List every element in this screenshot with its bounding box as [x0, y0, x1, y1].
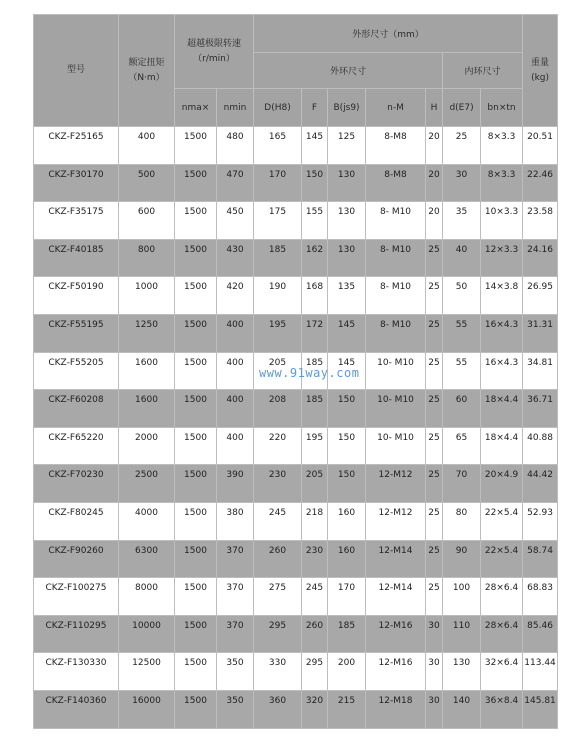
cell-nm: 8-M8: [366, 164, 426, 202]
cell-nm: 8- M10: [366, 314, 426, 352]
cell-h: 25: [426, 427, 443, 465]
cell-d: 175: [254, 202, 302, 240]
cell-torque: 1600: [119, 390, 175, 428]
cell-bt: 28×6.4: [481, 615, 523, 653]
cell-model: CKZ-F140360: [34, 690, 119, 728]
cell-d: 90: [443, 540, 481, 578]
cell-torque: 2500: [119, 465, 175, 503]
watermark: www.91way.com: [259, 366, 360, 380]
cell-d: 110: [443, 615, 481, 653]
cell-f: 172: [302, 314, 328, 352]
cell-nm: 8- M10: [366, 239, 426, 277]
cell-h: 20: [426, 164, 443, 202]
cell-weight: 24.16: [523, 239, 558, 277]
cell-torque: 800: [119, 239, 175, 277]
table-row: [34, 465, 558, 503]
cell-nm: 12-M18: [366, 690, 426, 728]
cell-bt: 12×3.3: [481, 239, 523, 277]
cell-weight: 20.51: [523, 127, 558, 165]
cell-f: 245: [302, 578, 328, 616]
header-outer-ring: 外环尺寸: [254, 53, 443, 89]
cell-h: 25: [426, 465, 443, 503]
cell-weight: 145.81: [523, 690, 558, 728]
header-model: 型号: [34, 15, 119, 127]
cell-b: 200: [328, 653, 366, 691]
cell-h: 25: [426, 390, 443, 428]
table-header: [34, 15, 558, 127]
cell-model: CKZ-F60208: [34, 390, 119, 428]
table-row: [34, 164, 558, 202]
table-row: [34, 502, 558, 540]
cell-model: CKZ-F40185: [34, 239, 119, 277]
cell-model: CKZ-F130330: [34, 653, 119, 691]
cell-model: CKZ-F90260: [34, 540, 119, 578]
cell-f: 162: [302, 239, 328, 277]
cell-model: CKZ-F65220: [34, 427, 119, 465]
cell-bt: 36×8.4: [481, 690, 523, 728]
cell-nmin: 350: [217, 653, 254, 691]
cell-weight: 31.31: [523, 314, 558, 352]
cell-d: 55: [443, 352, 481, 390]
table-row: [34, 615, 558, 653]
header-speed: 超越极限转速 （r/min）: [175, 15, 254, 89]
cell-nmin: 470: [217, 164, 254, 202]
cell-nmin: 380: [217, 502, 254, 540]
cell-model: CKZ-F25165: [34, 127, 119, 165]
cell-nmax: 1500: [175, 127, 217, 165]
cell-b: 185: [328, 615, 366, 653]
cell-d: 35: [443, 202, 481, 240]
cell-torque: 1600: [119, 352, 175, 390]
cell-h: 30: [426, 653, 443, 691]
cell-b: 145: [328, 314, 366, 352]
cell-model: CKZ-F80245: [34, 502, 119, 540]
header-F: F: [302, 89, 328, 127]
cell-nm: 12-M14: [366, 540, 426, 578]
header-inner-ring: 内环尺寸: [443, 53, 523, 89]
cell-d: 70: [443, 465, 481, 503]
table-row: [34, 202, 558, 240]
cell-torque: 1000: [119, 277, 175, 315]
header-B: B(js9): [328, 89, 366, 127]
cell-torque: 600: [119, 202, 175, 240]
cell-b: 130: [328, 164, 366, 202]
cell-nmin: 370: [217, 615, 254, 653]
table-body: [34, 127, 558, 729]
cell-weight: 85.46: [523, 615, 558, 653]
cell-h: 25: [426, 239, 443, 277]
cell-torque: 6300: [119, 540, 175, 578]
header-weight: 重量 (kg): [523, 15, 558, 127]
cell-d: 275: [254, 578, 302, 616]
cell-b: 160: [328, 540, 366, 578]
cell-f: 295: [302, 653, 328, 691]
cell-nm: 12-M12: [366, 465, 426, 503]
cell-h: 30: [426, 615, 443, 653]
cell-f: 230: [302, 540, 328, 578]
cell-bt: 8×3.3: [481, 127, 523, 165]
cell-torque: 10000: [119, 615, 175, 653]
cell-model: CKZ-F30170: [34, 164, 119, 202]
cell-b: 125: [328, 127, 366, 165]
cell-torque: 1250: [119, 314, 175, 352]
cell-nmin: 400: [217, 427, 254, 465]
cell-bt: 22×5.4: [481, 540, 523, 578]
cell-nmin: 350: [217, 690, 254, 728]
cell-bt: 18×4.4: [481, 390, 523, 428]
cell-nmin: 400: [217, 390, 254, 428]
header-D: D(H8): [254, 89, 302, 127]
cell-h: 20: [426, 127, 443, 165]
cell-nmin: 450: [217, 202, 254, 240]
cell-bt: 18×4.4: [481, 427, 523, 465]
cell-d: 170: [254, 164, 302, 202]
cell-nm: 12-M16: [366, 615, 426, 653]
cell-f: 155: [302, 202, 328, 240]
cell-torque: 2000: [119, 427, 175, 465]
cell-nmin: 370: [217, 540, 254, 578]
cell-b: 215: [328, 690, 366, 728]
cell-h: 30: [426, 690, 443, 728]
cell-d: 25: [443, 127, 481, 165]
cell-bt: 28×6.4: [481, 578, 523, 616]
cell-b: 160: [328, 502, 366, 540]
cell-nm: 12-M16: [366, 653, 426, 691]
cell-bt: 20×4.9: [481, 465, 523, 503]
cell-f: 168: [302, 277, 328, 315]
cell-d: 40: [443, 239, 481, 277]
header-dimensions: 外形尺寸（mm）: [254, 15, 523, 53]
cell-nmax: 1500: [175, 540, 217, 578]
cell-d: 30: [443, 164, 481, 202]
cell-d: 190: [254, 277, 302, 315]
cell-torque: 8000: [119, 578, 175, 616]
cell-weight: 22.46: [523, 164, 558, 202]
cell-nm: 8-M8: [366, 127, 426, 165]
cell-nmax: 1500: [175, 314, 217, 352]
cell-bt: 32×6.4: [481, 653, 523, 691]
cell-model: CKZ-F35175: [34, 202, 119, 240]
cell-weight: 44.42: [523, 465, 558, 503]
cell-nm: 10- M10: [366, 352, 426, 390]
cell-d: 130: [443, 653, 481, 691]
header-torque: 额定扭矩 （N·m）: [119, 15, 175, 127]
cell-d: 55: [443, 314, 481, 352]
cell-weight: 23.58: [523, 202, 558, 240]
header-nmax: nma×: [175, 89, 217, 127]
cell-nmax: 1500: [175, 390, 217, 428]
header-d: d(E7): [443, 89, 481, 127]
cell-h: 25: [426, 502, 443, 540]
cell-h: 25: [426, 578, 443, 616]
cell-f: 195: [302, 427, 328, 465]
cell-model: CKZ-F55205: [34, 352, 119, 390]
cell-nmin: 400: [217, 352, 254, 390]
cell-d: 185: [254, 239, 302, 277]
table-row: [34, 314, 558, 352]
cell-d: 80: [443, 502, 481, 540]
cell-bt: 16×4.3: [481, 314, 523, 352]
cell-bt: 22×5.4: [481, 502, 523, 540]
cell-b: 150: [328, 427, 366, 465]
cell-nm: 10- M10: [366, 427, 426, 465]
cell-d: 65: [443, 427, 481, 465]
cell-nmin: 420: [217, 277, 254, 315]
cell-d: 205: [254, 352, 302, 390]
table-row: [34, 239, 558, 277]
cell-d: 208: [254, 390, 302, 428]
cell-d: 295: [254, 615, 302, 653]
cell-model: CKZ-F110295: [34, 615, 119, 653]
cell-h: 20: [426, 202, 443, 240]
table-row: [34, 653, 558, 691]
cell-d: 260: [254, 540, 302, 578]
table-row: [34, 390, 558, 428]
cell-bt: 14×3.8: [481, 277, 523, 315]
cell-nmin: 390: [217, 465, 254, 503]
cell-d: 330: [254, 653, 302, 691]
cell-nmin: 370: [217, 578, 254, 616]
cell-weight: 113.44: [523, 653, 558, 691]
cell-weight: 52.93: [523, 502, 558, 540]
header-H: H: [426, 89, 443, 127]
cell-b: 170: [328, 578, 366, 616]
cell-b: 150: [328, 465, 366, 503]
cell-torque: 400: [119, 127, 175, 165]
cell-d: 245: [254, 502, 302, 540]
table-row: [34, 540, 558, 578]
cell-d: 230: [254, 465, 302, 503]
cell-d: 195: [254, 314, 302, 352]
table-row: [34, 427, 558, 465]
cell-b: 150: [328, 390, 366, 428]
cell-nmax: 1500: [175, 352, 217, 390]
header-bt: bn×tn: [481, 89, 523, 127]
table-row: [34, 690, 558, 728]
cell-nmax: 1500: [175, 502, 217, 540]
cell-nmax: 1500: [175, 578, 217, 616]
cell-weight: 68.83: [523, 578, 558, 616]
cell-f: 320: [302, 690, 328, 728]
cell-nmax: 1500: [175, 615, 217, 653]
cell-h: 25: [426, 352, 443, 390]
cell-weight: 34.81: [523, 352, 558, 390]
table-row: [34, 277, 558, 315]
cell-f: 185: [302, 390, 328, 428]
cell-d: 360: [254, 690, 302, 728]
cell-nmax: 1500: [175, 277, 217, 315]
cell-weight: 26.95: [523, 277, 558, 315]
cell-nmax: 1500: [175, 653, 217, 691]
cell-b: 130: [328, 202, 366, 240]
cell-torque: 12500: [119, 653, 175, 691]
cell-f: 218: [302, 502, 328, 540]
cell-b: 135: [328, 277, 366, 315]
cell-model: CKZ-F100275: [34, 578, 119, 616]
cell-nmax: 1500: [175, 239, 217, 277]
cell-bt: 8×3.3: [481, 164, 523, 202]
cell-d: 100: [443, 578, 481, 616]
cell-nm: 8- M10: [366, 202, 426, 240]
cell-h: 25: [426, 277, 443, 315]
cell-nmax: 1500: [175, 202, 217, 240]
cell-b: 145: [328, 352, 366, 390]
cell-f: 145: [302, 127, 328, 165]
cell-d: 60: [443, 390, 481, 428]
cell-nm: 8- M10: [366, 277, 426, 315]
cell-nmin: 480: [217, 127, 254, 165]
cell-d: 220: [254, 427, 302, 465]
cell-nmax: 1500: [175, 465, 217, 503]
cell-nmax: 1500: [175, 164, 217, 202]
cell-weight: 36.71: [523, 390, 558, 428]
header-nmin: nmin: [217, 89, 254, 127]
cell-f: 260: [302, 615, 328, 653]
cell-nm: 12-M12: [366, 502, 426, 540]
cell-f: 150: [302, 164, 328, 202]
cell-torque: 16000: [119, 690, 175, 728]
cell-torque: 4000: [119, 502, 175, 540]
cell-h: 25: [426, 540, 443, 578]
cell-bt: 10×3.3: [481, 202, 523, 240]
cell-weight: 58.74: [523, 540, 558, 578]
cell-d: 165: [254, 127, 302, 165]
cell-nm: 12-M14: [366, 578, 426, 616]
cell-torque: 500: [119, 164, 175, 202]
cell-d: 140: [443, 690, 481, 728]
cell-f: 185: [302, 352, 328, 390]
cell-nm: 10- M10: [366, 390, 426, 428]
cell-nmin: 400: [217, 314, 254, 352]
cell-d: 50: [443, 277, 481, 315]
header-nM: n-M: [366, 89, 426, 127]
cell-f: 205: [302, 465, 328, 503]
cell-nmin: 430: [217, 239, 254, 277]
cell-model: CKZ-F50190: [34, 277, 119, 315]
cell-model: CKZ-F70230: [34, 465, 119, 503]
table-row: [34, 578, 558, 616]
cell-nmax: 1500: [175, 427, 217, 465]
cell-model: CKZ-F55195: [34, 314, 119, 352]
table-row: [34, 127, 558, 165]
cell-nmax: 1500: [175, 690, 217, 728]
cell-b: 130: [328, 239, 366, 277]
cell-bt: 16×4.3: [481, 352, 523, 390]
cell-h: 25: [426, 314, 443, 352]
cell-weight: 40.88: [523, 427, 558, 465]
